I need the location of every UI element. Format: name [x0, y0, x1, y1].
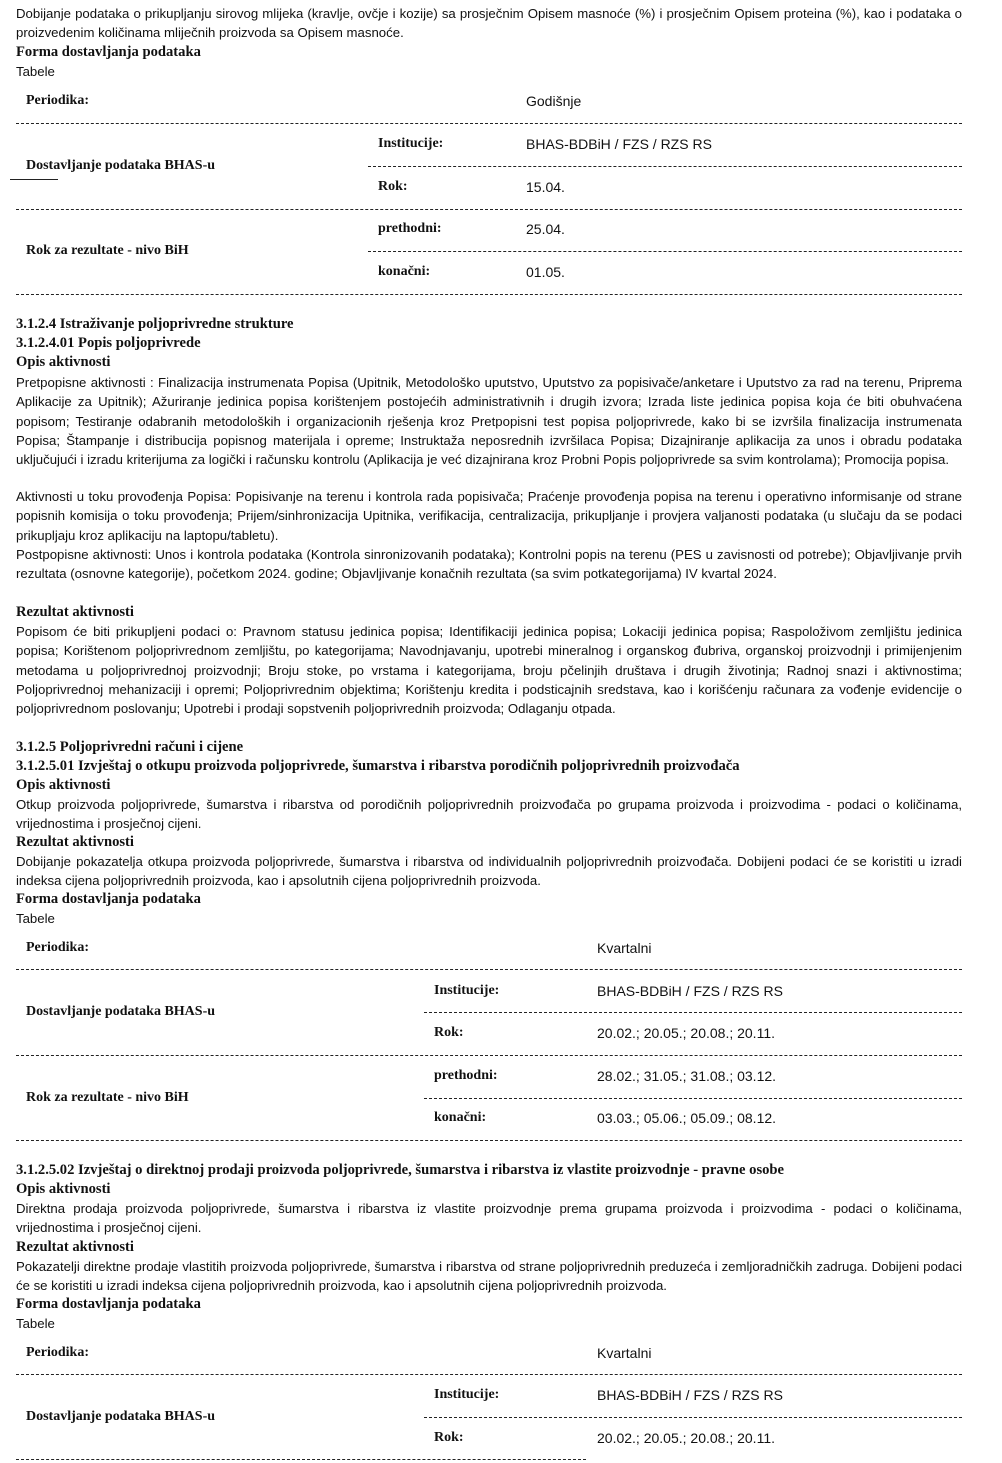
periodika-value: Kvartalni	[597, 1345, 652, 1361]
periodika-value: Kvartalni	[597, 940, 652, 956]
institucije-value: BHAS-BDBiH / FZS / RZS RS	[526, 136, 712, 152]
rezultat-paragraph: Pokazatelji direktne prodaje vlastitih proizvoda poljoprivrede, šumarstva i ribarstva od strane poljoprivrednih preduzeća i zemljoradničkih zadruga. Dobijeni podaci će se koristiti u izradi indeksa cijena poljoprivrednih proizvoda, kao i apsolutnih cijena poljoprivrednih proizvoda.	[16, 1259, 962, 1294]
opis-paragraph-3: Postpopisne aktivnosti: Unos i kontrola podataka (Kontrola sinronizovanih podataka); Kontrolni popis na terenu (PES u zavisnosti od potrebe); Objavljivanje prvih rezultata (osnovne kategorije), početkom 2024. godine; Objavljivanje konačnih rezultata (sa svim potkategorijama) IV kvartal 2024.	[16, 547, 962, 582]
opis-heading: Opis aktivnosti	[16, 1181, 111, 1197]
periodika-value: Godišnje	[526, 93, 582, 109]
opis-paragraph-2: Aktivnosti u toku provođenja Popisa: Popisivanje na terenu i kontrola rada popisivača; Praćenje provođenja popisa na terenu i operativno informisanje od strane popisnih komisija o toku provođenja; Prijem/sinhronizacija Upitnika, verifikacija, centralizacija, prikupljanje i provjera valjanosti podataka (u slučaju da se podaci prikupljaju kroz aplikaciju na laptopu/tabletu).	[16, 489, 962, 543]
underline-mark	[10, 179, 58, 180]
rezultate-label: Rok za rezultate - nivo BiH	[26, 1090, 189, 1105]
row-divider	[16, 1055, 962, 1056]
section-heading-312501: 3.1.2.5.01 Izvještaj o otkupu proizvoda poljoprivrede, šumarstva i ribarstva porodičnih poljoprivrednih proizvođača	[16, 758, 740, 774]
row-divider	[16, 1374, 962, 1375]
row-divider	[368, 251, 962, 252]
dostavljanje-label: Dostavljanje podataka BHAS-u	[26, 1004, 216, 1019]
opis-paragraph: Direktna prodaja proizvoda poljoprivrede, šumarstva i ribarstva iz vlastite proizvodnje prema grupama proizvoda i proizvodima - podaci o količinama, vrijednostima i prosječnoj cijeni.	[16, 1201, 962, 1236]
konacni-label: konačni:	[434, 1110, 487, 1125]
rok-label: Rok:	[434, 1430, 464, 1445]
prethodni-value: 25.04.	[526, 221, 565, 237]
rezultat-paragraph: Dobijanje pokazatelja otkupa proizvoda poljoprivrede, šumarstva i ribarstva od individualnih poljoprivrednih proizvođača. Dobijeni podaci će se koristiti u izradi indeksa cijena poljoprivrednih proizvoda, kao i apsolutnih cijena poljoprivrednih proizvoda.	[16, 854, 962, 889]
opis-heading: Opis aktivnosti	[16, 354, 111, 370]
row-divider	[16, 969, 962, 970]
rok-label: Rok:	[434, 1025, 464, 1040]
institucije-value: BHAS-BDBiH / FZS / RZS RS	[597, 1387, 783, 1403]
section-heading-312502: 3.1.2.5.02 Izvještaj o direktnoj prodaji proizvoda poljoprivrede, šumarstva i ribarstva iz vlastite proizvodnje - pravne osobe	[16, 1162, 785, 1178]
institucije-value: BHAS-BDBiH / FZS / RZS RS	[597, 983, 783, 999]
dostavljanje-label: Dostavljanje podataka BHAS-u	[26, 1409, 216, 1424]
forma-heading: Forma dostavljanja podataka	[16, 891, 201, 907]
konacni-value: 03.03.; 05.06.; 05.09.; 08.12.	[597, 1110, 777, 1126]
intro-paragraph: Dobijanje podataka o prikupljanju sirovog mlijeka (kravlje, ovčje i kozije) sa prosječnim Opisem masnoće (%) i prosječnim Opisem proteina (%), kao i podataka o proizvedenim količinama mliječnih proizvoda sa Opisem masnoće.	[16, 6, 962, 41]
opis-paragraph-1: Pretpopisne aktivnosti : Finalizacija instrumenata Popisa (Upitnik, Metodološko uputstvo, Uputstvo za popisivače/anketare i Uputstvo za rad na terenu, Pripremа Aplikacije za Upitnik); Ažuriranje jedinica popisa korištenjem postojećih administrativnih i drugih izvora; Izrada liste jedinica popisa koja će biti obuhvaćena popisom; Testiranje odabranih metodoloških i organizacionih rješenja kroz Pretpopisni test popisa poljoprivrede, kako bi se izvršila finalizacija instrumenata Popisa; Štampanje i distribucija popisnog materijala i opreme; Instruktaža neposrednih izvršilaca Popisa; Dizajniranje aplikacija za unos i obradu podataka uključujući i izradu kriterijuma za logički i računsku kontrolu (Aplikacija je već dizajnirana kroz Probni Popis poljoprivrede sa svim kontrolama); Promocija popisa.	[16, 375, 962, 468]
row-divider	[16, 1140, 962, 1141]
forma-value: Tabele	[16, 1316, 55, 1331]
periodika-label: Periodika:	[26, 1345, 89, 1360]
forma-value: Tabele	[16, 911, 55, 926]
row-divider	[424, 1012, 962, 1013]
prethodni-value: 28.02.; 31.05.; 31.08.; 03.12.	[597, 1068, 777, 1084]
forma-heading: Forma dostavljanja podataka	[16, 1296, 201, 1312]
prethodni-label: prethodni:	[378, 221, 442, 236]
rezultat-heading: Rezultat aktivnosti	[16, 1239, 134, 1255]
row-divider	[368, 166, 962, 167]
forma-value: Tabele	[16, 64, 55, 79]
row-divider	[16, 1459, 586, 1460]
rok-value: 20.02.; 20.05.; 20.08.; 20.11.	[597, 1025, 775, 1041]
prethodni-label: prethodni:	[434, 1068, 498, 1083]
rezultat-paragraph: Popisom će biti prikupljeni podaci o: Pravnom statusu jedinica popisa; Identifikaciji jedinica popisa; Lokaciji jedinica popisa; Raspoloživom zemljištu jedinica popisa; Korištenom poljoprivrednom zemljištu, po kategorijama; Navodnjavanju, upotrebi mineralnog i organskog đubriva, organskoj proizvodnji i primijenjenim metodama u poljoprivrednoj proizvodnji; Broju stoke, po vrstama i kategorijama, broju pčelinjih društava i drugih životinja; Radnoj snazi i aktivnostima; Poljoprivrednoj mehanizaciji i opremi; Poljoprivrednim objektima; Korištenju kredita i podsticajnih sredstava, kao i korišćenju računara za vođenje evidencije o poljoprivrednom poslovanju; Upotrebi i prodaji sopstvenih poljoprivrednih proizvoda; Odlaganju otpada.	[16, 624, 962, 717]
section-heading-3124: 3.1.2.4 Istraživanje poljoprivredne strukture	[16, 316, 294, 332]
institucije-label: Institucije:	[378, 136, 444, 151]
rok-value: 20.02.; 20.05.; 20.08.; 20.11.	[597, 1430, 775, 1446]
row-divider	[16, 123, 962, 124]
rezultate-label: Rok za rezultate - nivo BiH	[26, 243, 189, 258]
row-divider	[16, 209, 962, 210]
konacni-label: konačni:	[378, 264, 431, 279]
forma-heading: Forma dostavljanja podataka	[16, 44, 201, 60]
konacni-value: 01.05.	[526, 264, 565, 280]
institucije-label: Institucije:	[434, 983, 500, 998]
section-heading-3125: 3.1.2.5 Poljoprivredni računi i cijene	[16, 739, 244, 755]
row-divider	[424, 1098, 962, 1099]
rok-value: 15.04.	[526, 179, 565, 195]
periodika-label: Periodika:	[26, 93, 89, 108]
dostavljanje-label: Dostavljanje podataka BHAS-u	[26, 158, 216, 173]
rezultat-heading: Rezultat aktivnosti	[16, 834, 134, 850]
row-divider	[424, 1417, 962, 1418]
row-divider	[16, 294, 962, 295]
institucije-label: Institucije:	[434, 1387, 500, 1402]
opis-paragraph: Otkup proizvoda poljoprivrede, šumarstva i ribarstva od porodičnih poljoprivrednih proizvođača po grupama proizvoda i proizvodima - podaci o količinama, vrijednostima i prosječnoj cijeni.	[16, 797, 962, 832]
rok-label: Rok:	[378, 179, 408, 194]
rezultat-heading: Rezultat aktivnosti	[16, 604, 134, 620]
periodika-label: Periodika:	[26, 940, 89, 955]
section-heading-312401: 3.1.2.4.01 Popis poljoprivrede	[16, 335, 201, 351]
opis-heading: Opis aktivnosti	[16, 777, 111, 793]
